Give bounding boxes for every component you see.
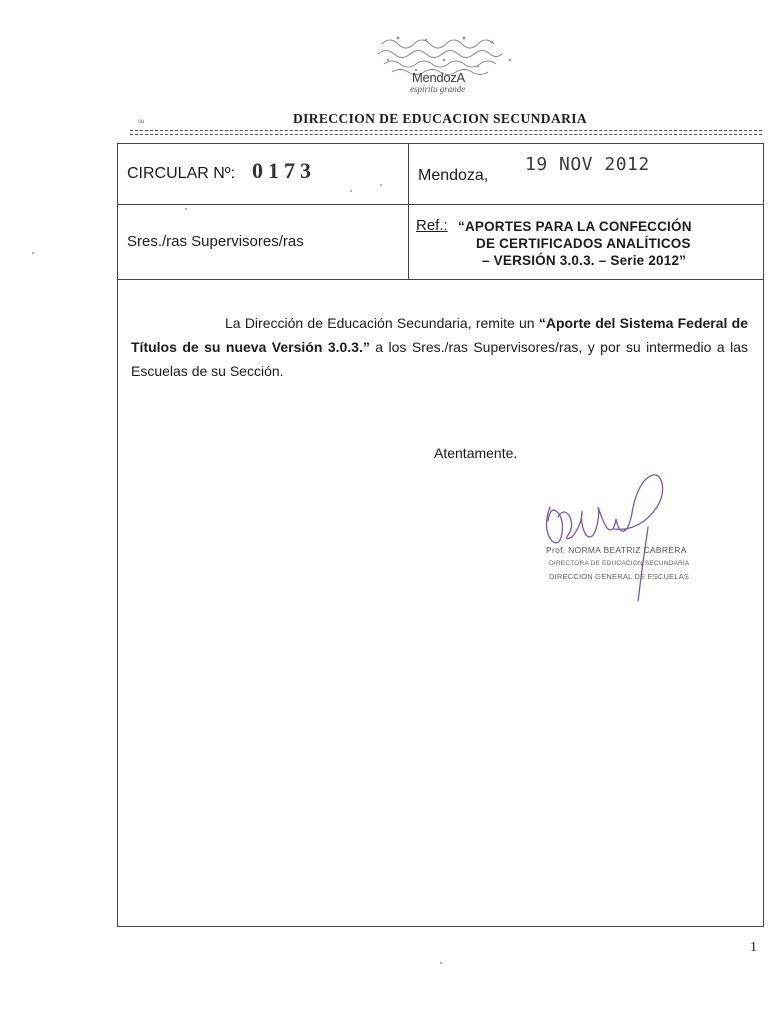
signatory-title: DIRECTORA DE EDUCACION SECUNDARIA [549,560,690,567]
date-stamp: 19 NOV 2012 [525,154,650,175]
handwritten-signature [536,455,696,605]
reference-label: Ref.: [416,217,448,234]
signatory-name: Prof. NORMA BEATRIZ CABRERA [546,545,687,555]
frame-column-divider [408,143,409,280]
circular-label: CIRCULAR Nº: [127,165,236,182]
closing-text: Atentamente. [434,445,518,461]
body-intro: La Dirección de Educación Secundaria, remite un [225,315,539,331]
logo-tagline: espíritu grande [410,84,466,94]
scan-speck [185,208,187,210]
frame-row-divider [117,279,764,280]
scan-speck [380,184,382,186]
signatory-organization: DIRECCION GENERAL DE ESCUELAS [549,572,690,581]
reference-line: DE CERTIFICADOS ANALÍTICOS [476,236,691,251]
tiny-mark: su [138,119,145,125]
reference-line: – VERSIÓN 3.0.3. – Serie 2012” [482,253,687,268]
logo-name: MendozA [412,70,465,85]
place-label: Mendoza, [418,167,489,184]
reference-line: “APORTES PARA LA CONFECCIÓN [458,219,692,234]
mendoza-logo [368,30,528,102]
scan-speck [350,190,352,192]
department-title: DIRECCION DE EDUCACION SECUNDARIA [292,111,588,126]
frame-row-divider [117,204,764,205]
body-bold-title: “Aporte del Sistema Federal de Títulos de su nueva Versión 3.0.3.” [131,315,749,355]
body-rest: a los Sres./ras Supervisores/ras, y por su intermedio a las Escuelas de su Sección. [131,339,749,379]
scan-speck [32,252,34,254]
page-number: 1 [750,940,757,955]
addressee: Sres./ras Supervisores/ras [127,233,304,250]
body-paragraph [131,311,748,383]
scan-speck [440,962,442,964]
circular-number-stamp: 0173 [252,158,316,183]
header-divider [130,130,762,135]
